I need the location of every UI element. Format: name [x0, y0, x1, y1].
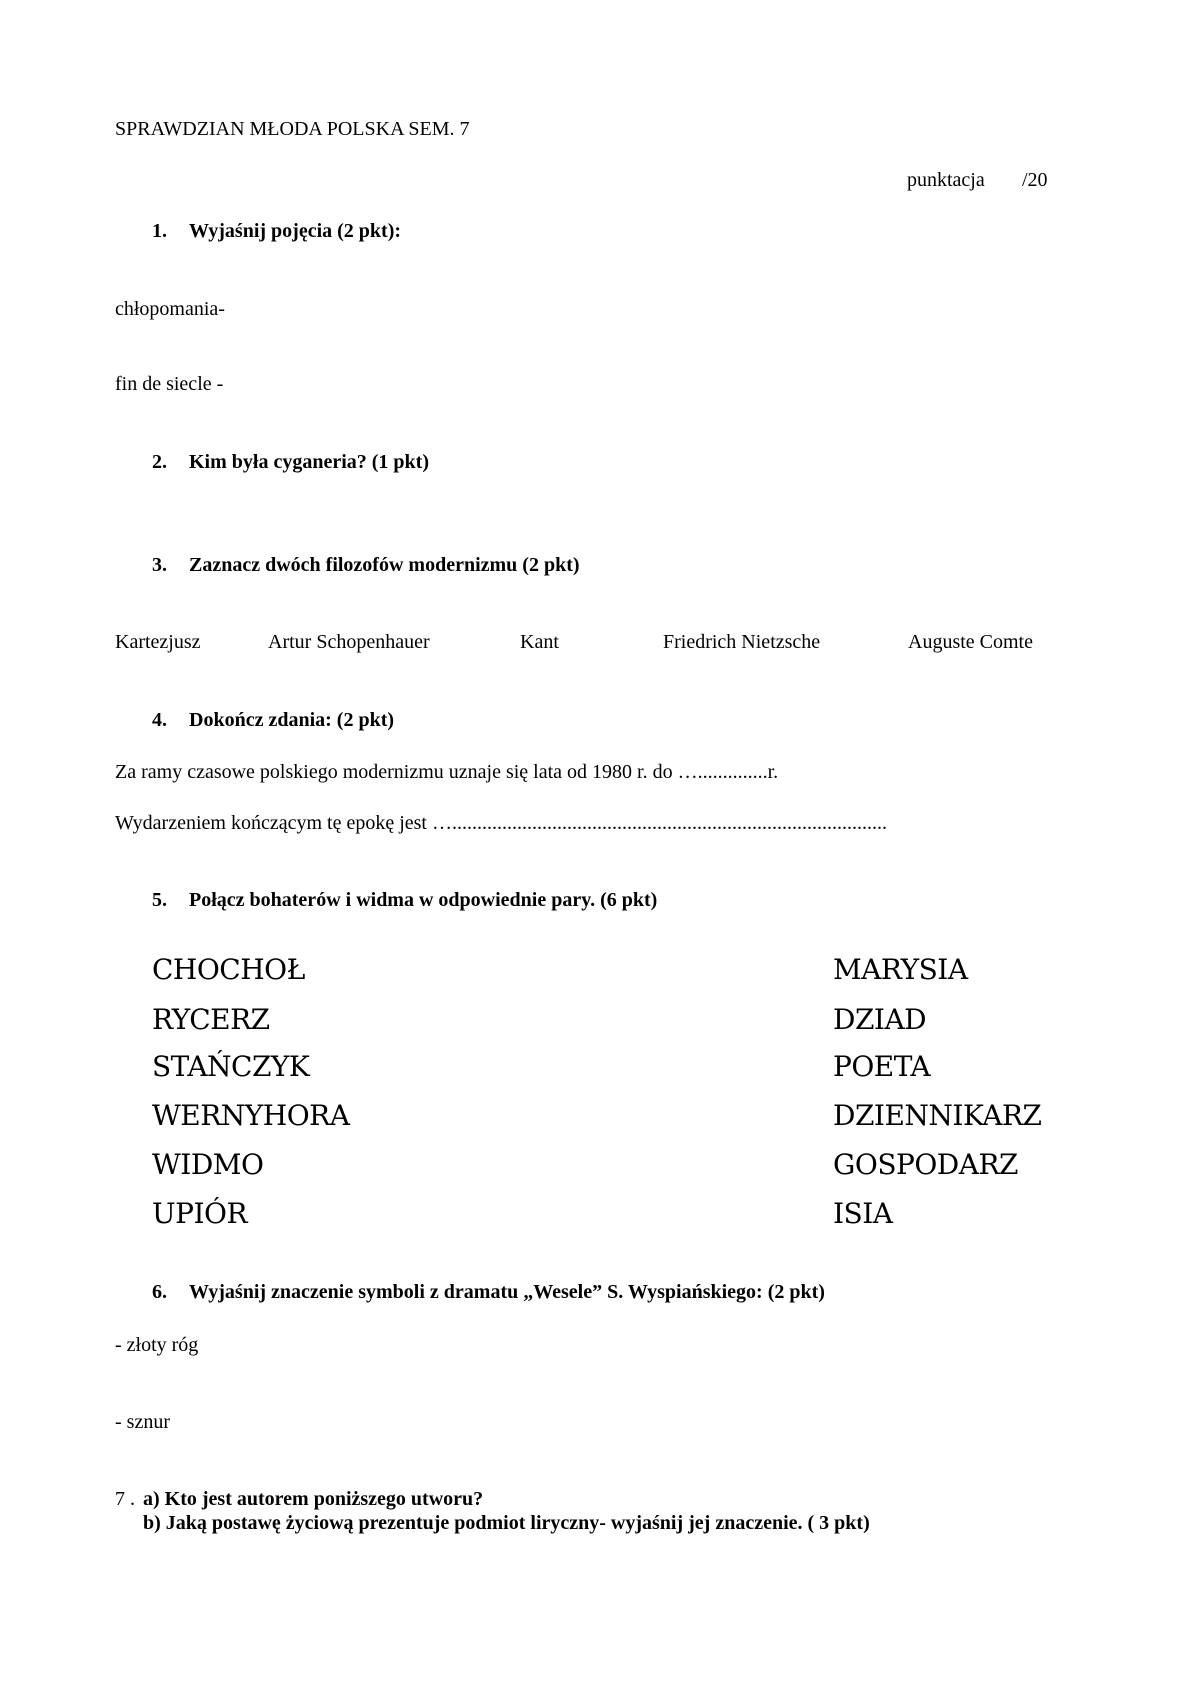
symbol-sznur: - sznur	[115, 1411, 170, 1433]
character-left: UPIÓR	[152, 1197, 248, 1230]
character-left: STAŃCZYK	[152, 1050, 310, 1083]
question-4-number: 4.	[152, 709, 167, 731]
question-2-title: Kim była cyganeria? (1 pkt)	[189, 451, 429, 473]
philosopher-option[interactable]: Auguste Comte	[908, 631, 1033, 653]
character-right: ISIA	[833, 1197, 893, 1230]
question-3-title: Zaznacz dwóch filozofów modernizmu (2 pkt)	[189, 554, 580, 576]
philosopher-option[interactable]: Kant	[520, 631, 559, 653]
question-7-line-b: b) Jaką postawę życiową prezentuje podmiot liryczny- wyjaśnij jej znaczenie. ( 3 pkt)	[143, 1512, 870, 1534]
question-4-title: Dokończ zdania: (2 pkt)	[189, 709, 395, 731]
question-7-line-a: a) Kto jest autorem poniższego utworu?	[143, 1488, 484, 1510]
philosopher-option[interactable]: Kartezjusz	[115, 631, 201, 653]
character-left: WERNYHORA	[152, 1099, 350, 1132]
question-3-number: 3.	[152, 554, 167, 576]
question-6-number: 6.	[152, 1281, 167, 1303]
question-5-title: Połącz bohaterów i widma w odpowiednie pary. (6 pkt)	[189, 889, 658, 911]
question-1-title: Wyjaśnij pojęcia (2 pkt):	[189, 220, 402, 242]
question-6-title: Wyjaśnij znaczenie symboli z dramatu „Wesele” S. Wyspiańskiego: (2 pkt)	[189, 1281, 825, 1303]
score-total: /20	[1022, 169, 1048, 191]
sentence-1: Za ramy czasowe polskiego modernizmu uznaje się lata od 1980 r. do …..............r.	[115, 761, 779, 783]
character-left: WIDMO	[152, 1148, 264, 1181]
question-7-number: 7 .	[115, 1488, 135, 1510]
symbol-zloty-rog: - złoty róg	[115, 1334, 199, 1356]
character-right: MARYSIA	[833, 953, 968, 986]
character-left: CHOCHOŁ	[152, 953, 305, 986]
character-left: RYCERZ	[152, 1003, 270, 1036]
score-label: punktacja	[907, 169, 985, 191]
page-title: SPRAWDZIAN MŁODA POLSKA SEM. 7	[115, 118, 470, 140]
character-right: POETA	[833, 1050, 931, 1083]
character-right: DZIENNIKARZ	[833, 1099, 1042, 1132]
philosopher-option[interactable]: Artur Schopenhauer	[268, 631, 430, 653]
sentence-2: Wydarzeniem kończącym tę epokę jest ….......................................................................................	[115, 812, 887, 834]
question-5-number: 5.	[152, 889, 167, 911]
term-fin-de-siecle: fin de siecle -	[115, 373, 224, 395]
philosopher-option[interactable]: Friedrich Nietzsche	[663, 631, 821, 653]
question-2-number: 2.	[152, 451, 167, 473]
term-chlopomania: chłopomania-	[115, 298, 225, 320]
character-right: DZIAD	[833, 1003, 927, 1036]
character-right: GOSPODARZ	[833, 1148, 1019, 1181]
question-1-number: 1.	[152, 220, 167, 242]
